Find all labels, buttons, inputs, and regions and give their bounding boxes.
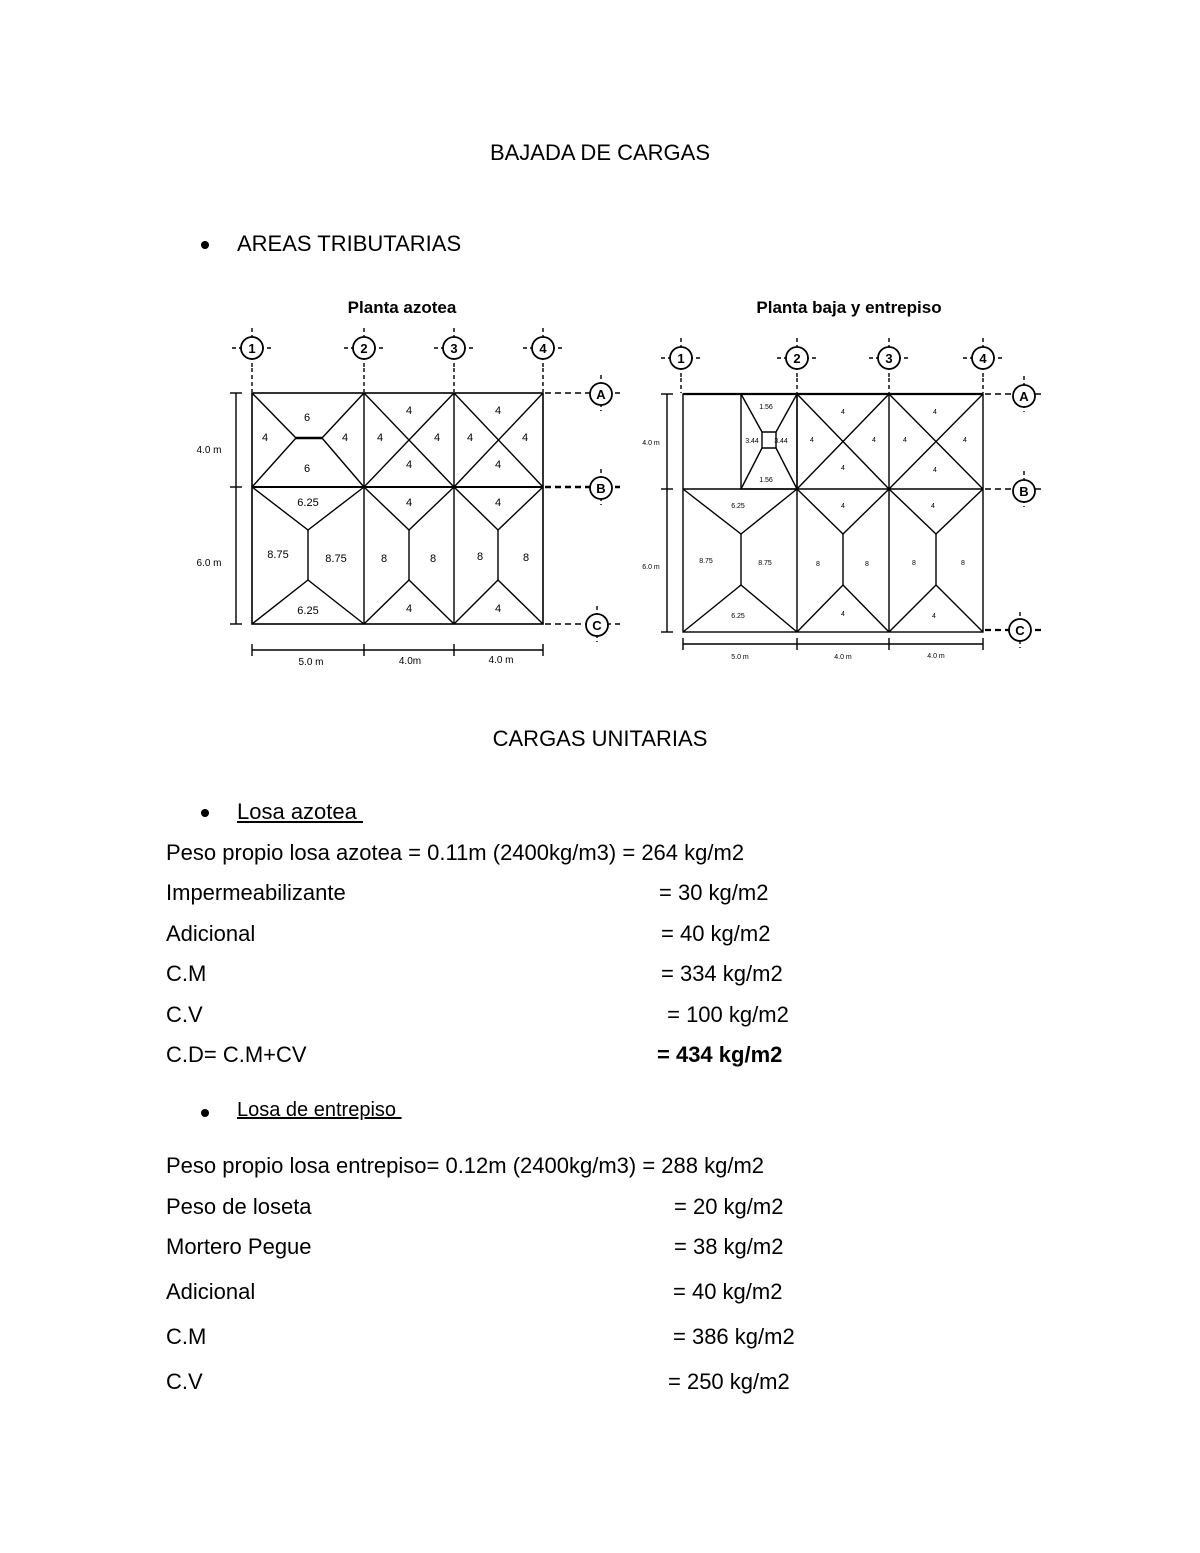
entrepiso-row-label: Mortero Pegue bbox=[166, 1234, 312, 1259]
area-label: 8 bbox=[961, 560, 965, 567]
dim-v-1: 4.0 m bbox=[196, 445, 222, 456]
area-label: 4 bbox=[841, 611, 845, 618]
area-label: 4 bbox=[405, 405, 413, 417]
area-label: 4 bbox=[933, 467, 937, 474]
area-label: 8 bbox=[476, 551, 484, 563]
area-label: 6 bbox=[303, 412, 311, 424]
entrepiso-row-value: = 386 kg/m2 bbox=[673, 1324, 795, 1349]
axis-4-label: 4 bbox=[539, 341, 547, 356]
axis-a-label: A bbox=[1019, 389, 1029, 404]
area-label: 6.25 bbox=[297, 497, 319, 509]
dim-h-2: 4.0 m bbox=[834, 654, 852, 661]
bullet-label: AREAS TRIBUTARIAS bbox=[237, 231, 462, 256]
area-label: 8 bbox=[816, 561, 820, 568]
bullet-areas-tributarias bbox=[237, 231, 461, 257]
dim-h-3: 4.0 m bbox=[927, 653, 945, 660]
area-label: 4 bbox=[494, 497, 502, 509]
area-label: 4 bbox=[405, 459, 413, 471]
area-label: 8 bbox=[380, 553, 388, 565]
area-label: 4 bbox=[903, 437, 907, 444]
entrepiso-row-value: = 38 kg/m2 bbox=[674, 1234, 784, 1259]
area-label: 8 bbox=[912, 560, 916, 567]
area-label: 4 bbox=[405, 497, 413, 509]
azotea-row-value: = 100 kg/m2 bbox=[661, 1002, 789, 1027]
area-label: 6.25 bbox=[297, 605, 319, 617]
entrepiso-row-value: = 250 kg/m2 bbox=[668, 1369, 790, 1394]
axis-2-label: 2 bbox=[360, 341, 368, 356]
dim-v-1: 4.0 m bbox=[642, 440, 660, 447]
area-label: 6.25 bbox=[731, 613, 745, 620]
area-label: 4 bbox=[521, 432, 529, 444]
bullet-losa-azotea bbox=[237, 799, 363, 825]
dim-v-2: 6.0 m bbox=[196, 558, 222, 569]
axis-b-marker bbox=[985, 471, 1045, 507]
entrepiso-row-label: C.M bbox=[166, 1324, 207, 1349]
azotea-row-value: = 334 kg/m2 bbox=[661, 961, 783, 986]
area-label: 4 bbox=[466, 432, 474, 444]
area-label: 6.25 bbox=[731, 503, 745, 510]
area-label: 4 bbox=[405, 603, 413, 615]
area-label: 4 bbox=[810, 437, 814, 444]
area-label: 1.56 bbox=[759, 404, 773, 411]
area-label: 4 bbox=[933, 409, 937, 416]
dim-h-1: 5.0 m bbox=[731, 654, 749, 661]
section-title-cargas-unitarias: CARGAS UNITARIAS bbox=[492, 726, 708, 751]
axis-3-label: 3 bbox=[885, 351, 893, 366]
area-label: 4 bbox=[376, 432, 384, 444]
azotea-row-label: Impermeabilizante bbox=[166, 880, 346, 905]
bullet-label: Losa de entrepiso bbox=[237, 1099, 402, 1121]
area-label: 4 bbox=[341, 432, 349, 444]
axis-a-label: A bbox=[596, 387, 606, 402]
axis-3-label: 3 bbox=[450, 341, 458, 356]
area-label: 8 bbox=[429, 553, 437, 565]
axis-c-marker bbox=[545, 606, 620, 642]
plan-azotea-title: Planta azotea bbox=[347, 298, 457, 317]
plan-baja-title: Planta baja y entrepiso bbox=[756, 298, 942, 317]
area-label: 4 bbox=[433, 432, 441, 444]
area-label: 3.44 bbox=[745, 438, 759, 445]
azotea-row-label: C.M bbox=[166, 961, 207, 986]
bullet-dot bbox=[201, 1109, 209, 1117]
azotea-row-peso-propio: Peso propio losa azotea = 0.11m (2400kg/m3) = 264 kg/m2 bbox=[166, 840, 745, 865]
azotea-row-value: = 30 kg/m2 bbox=[659, 880, 769, 905]
entrepiso-row-label: Peso de loseta bbox=[166, 1194, 312, 1219]
area-label: 4 bbox=[494, 459, 502, 471]
area-label: 8 bbox=[522, 552, 530, 564]
area-label: 8.75 bbox=[325, 553, 347, 565]
axis-a-marker bbox=[985, 376, 1045, 412]
area-label: 4 bbox=[841, 503, 845, 510]
axis-b-label: B bbox=[596, 481, 606, 496]
area-label: 4 bbox=[261, 432, 269, 444]
bullet-label: Losa azotea bbox=[237, 799, 363, 824]
area-label: 4 bbox=[872, 437, 876, 444]
axis-1-label: 1 bbox=[677, 351, 685, 366]
dim-h-1: 5.0 m bbox=[298, 657, 324, 668]
bullet-losa-entrepiso bbox=[237, 1099, 402, 1122]
area-label: 6 bbox=[303, 463, 311, 475]
area-label: 4 bbox=[932, 613, 936, 620]
dim-h-2: 4.0m bbox=[398, 656, 422, 667]
tributary-areas-figure bbox=[185, 285, 1065, 680]
entrepiso-row-peso-propio: Peso propio losa entrepiso= 0.12m (2400kg/m3) = 288 kg/m2 bbox=[166, 1153, 765, 1178]
axis-b-marker bbox=[545, 469, 620, 505]
dim-v-2: 6.0 m bbox=[642, 564, 660, 571]
plan-baja-entrepiso bbox=[642, 298, 1045, 661]
entrepiso-row-value: = 40 kg/m2 bbox=[673, 1279, 783, 1304]
area-label: 4 bbox=[963, 437, 967, 444]
area-label: 4 bbox=[841, 409, 845, 416]
area-label: 4 bbox=[931, 503, 935, 510]
area-label: 4 bbox=[841, 465, 845, 472]
entrepiso-row-value: = 20 kg/m2 bbox=[674, 1194, 784, 1219]
azotea-row-label: C.D= C.M+CV bbox=[166, 1042, 307, 1067]
area-label: 8.75 bbox=[758, 560, 772, 567]
axis-c-label: C bbox=[592, 618, 602, 633]
azotea-row-label: C.V bbox=[166, 1002, 203, 1027]
azotea-row-value: = 40 kg/m2 bbox=[661, 921, 771, 946]
azotea-total-value: = 434 kg/m2 bbox=[657, 1042, 783, 1067]
axis-c-label: C bbox=[1015, 623, 1025, 638]
area-label: 8.75 bbox=[267, 549, 289, 561]
axis-2-label: 2 bbox=[793, 351, 801, 366]
area-label: 8.75 bbox=[699, 558, 713, 565]
area-label: 4 bbox=[494, 603, 502, 615]
azotea-row-label: Adicional bbox=[166, 921, 256, 946]
page-title: BAJADA DE CARGAS bbox=[489, 140, 711, 165]
axis-4-label: 4 bbox=[979, 351, 987, 366]
area-label: 8 bbox=[865, 561, 869, 568]
entrepiso-row-label: C.V bbox=[166, 1369, 203, 1394]
bullet-dot bbox=[201, 241, 209, 249]
area-label: 1.56 bbox=[759, 477, 773, 484]
dim-h-3: 4.0 m bbox=[488, 655, 514, 666]
plan-azotea bbox=[196, 298, 620, 668]
entrepiso-row-label: Adicional bbox=[166, 1279, 256, 1304]
axis-b-label: B bbox=[1019, 484, 1029, 499]
area-label: 4 bbox=[494, 405, 502, 417]
area-label: 3.44 bbox=[774, 438, 788, 445]
axis-1-label: 1 bbox=[248, 341, 256, 356]
bullet-dot bbox=[201, 809, 209, 817]
axis-a-marker bbox=[545, 375, 620, 411]
